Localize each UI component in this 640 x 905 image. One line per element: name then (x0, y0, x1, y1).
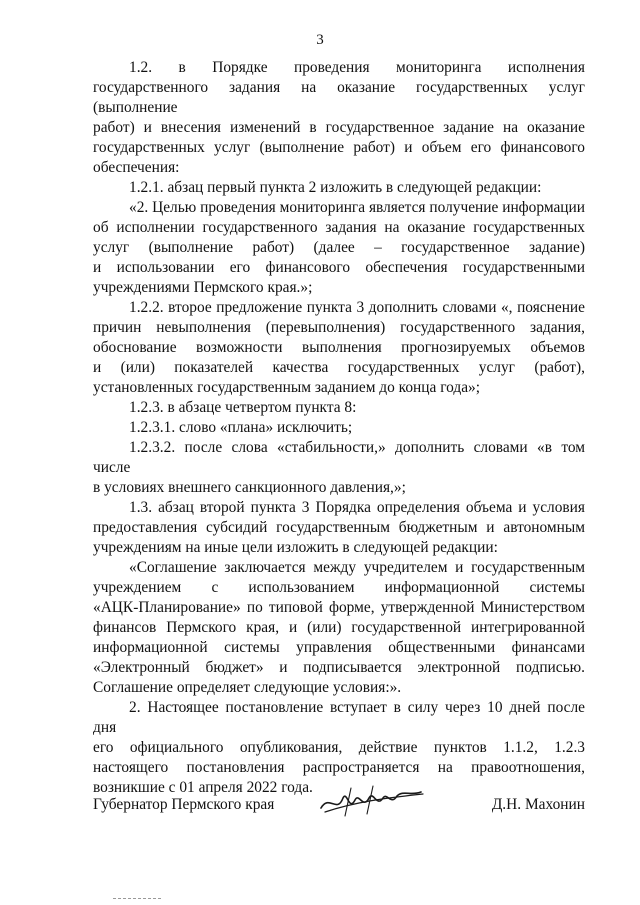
paragraph-line: и использовании его финансового обеспечения государственными (93, 259, 585, 276)
paragraph-line: услуг (выполнение работ) (далее – государственное задание) (93, 239, 585, 256)
paragraph-line: обеспечения: (93, 159, 180, 176)
paragraph-line: и (или) показателей качества государственных услуг (работ), (93, 359, 585, 376)
paragraph-line: «2. Целью проведения мониторинга является получение информации (129, 199, 585, 216)
paragraph-line: в условиях внешнего санкционного давления,»; (93, 479, 406, 496)
paragraph-line: работ) и внесения изменений в государственное задание на оказание (93, 119, 585, 136)
paragraph-line: учреждением с использованием информационной системы (93, 579, 585, 596)
paragraph-line: возникшие с 01 апреля 2022 года. (93, 779, 313, 796)
page-number: 3 (316, 32, 324, 48)
paragraph-line: учреждениями Пермского края.»; (93, 279, 313, 296)
paragraph-line: 1.2.1. абзац первый пункта 2 изложить в следующей редакции: (129, 179, 542, 196)
paragraph-line: информационной системы управления общественными финансами (93, 639, 585, 656)
document-body (93, 58, 585, 798)
paragraph-line: 1.3. абзац второй пункта 3 Порядка определения объема и условия (129, 499, 585, 516)
paragraph-line: Соглашение определяет следующие условия:». (93, 679, 402, 696)
paragraph-line: 1.2.3. в абзаце четвертом пункта 8: (129, 399, 357, 416)
handwritten-signature (315, 784, 427, 820)
signatory-title: Губернатор Пермского края (93, 796, 275, 813)
paragraph-line: его официального опубликования, действие пунктов 1.1.2, 1.2.3 (93, 739, 585, 756)
paragraph-line: обоснование возможности выполнения прогнозируемых объемов (93, 339, 585, 356)
paragraph-line: настоящего постановления распространяется на правоотношения, (93, 759, 585, 776)
paragraph-line: причин невыполнения (перевыполнения) государственного задания, (93, 319, 585, 336)
paragraph-line: финансов Пермского края, и (или) государственной интегрированной (93, 619, 585, 636)
paragraph-line: предоставления субсидий государственным бюджетным и автономным (93, 519, 585, 536)
signatory-name: Д.Н. Махонин (491, 796, 585, 813)
paragraph-line: 1.2.2. второе предложение пункта 3 дополнить словами «, пояснение (129, 299, 585, 316)
paragraph-line: 1.2.3.1. слово «плана» исключить; (129, 419, 353, 436)
paragraph-line: 2. Настоящее постановление вступает в силу через 10 дней после дня (93, 699, 585, 736)
footer-divider (113, 898, 161, 899)
paragraph-line: «Соглашение заключается между учредителем и государственным (129, 559, 585, 576)
paragraph-line: 1.2.3.2. после слова «стабильности,» дополнить словами «в том числе (93, 439, 585, 476)
paragraph-line: 1.2. в Порядке проведения мониторинга исполнения (129, 59, 585, 76)
paragraph-line: об исполнении государственного задания на оказание государственных (93, 219, 585, 236)
paragraph-line: «АЦК-Планирование» по типовой форме, утвержденной Министерством (93, 599, 585, 616)
paragraph-line: учреждениям на иные цели изложить в следующей редакции: (93, 539, 498, 556)
signature-block (93, 792, 585, 822)
paragraph-line: установленных государственным заданием до конца года»; (93, 379, 481, 396)
paragraph-line: «Электронный бюджет» и подписывается электронной подписью. (93, 659, 585, 676)
paragraph-line: государственного задания на оказание государственных услуг (выполнение (93, 79, 585, 116)
paragraph-line: государственных услуг (выполнение работ) и объем его финансового (93, 139, 585, 156)
